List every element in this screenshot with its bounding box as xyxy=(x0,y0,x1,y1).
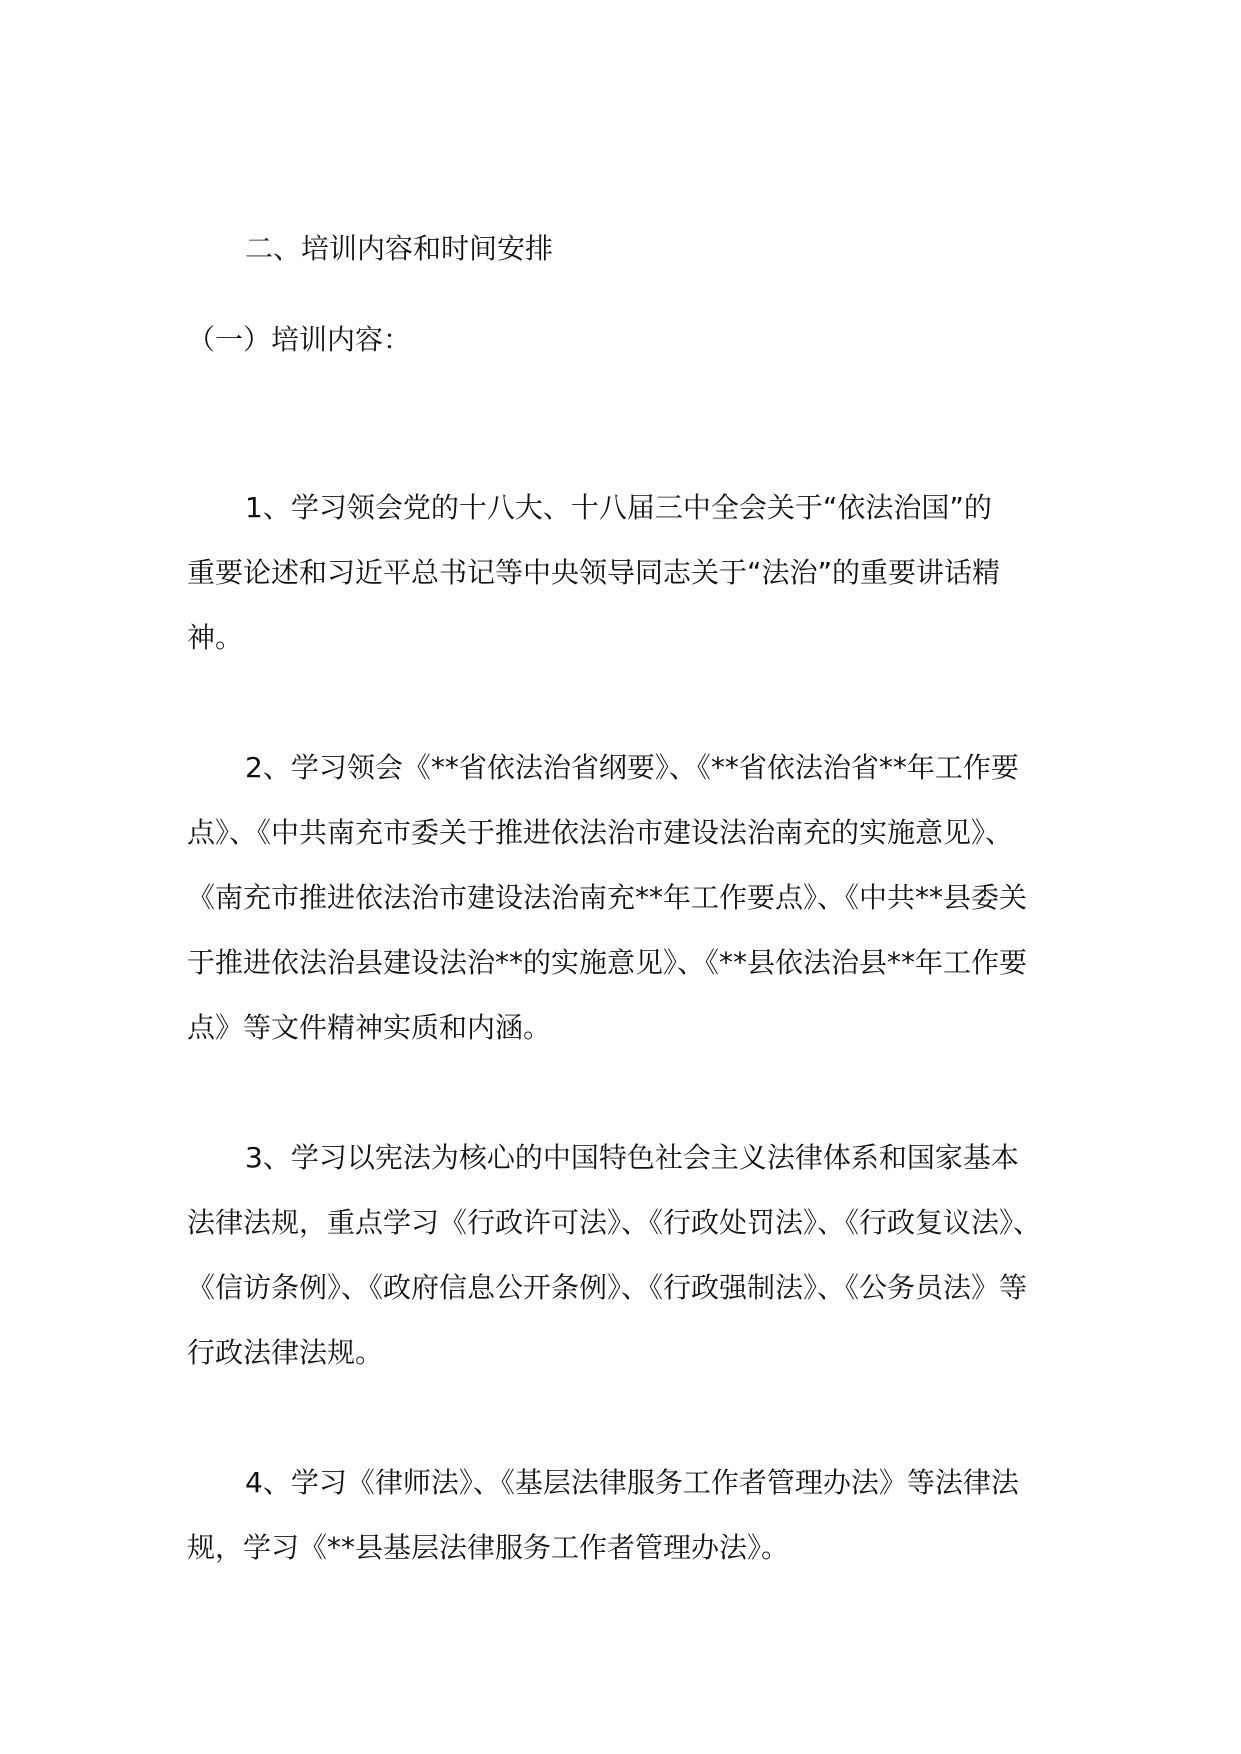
subsection-heading: （一）培训内容： xyxy=(187,323,412,356)
paragraph-line: 神。 xyxy=(187,621,244,654)
paragraph-line: 法律法规，重点学习《行政许可法》、《行政处罚法》、《行政复议法》、 xyxy=(187,1206,1042,1239)
paragraph-line: 3、学习以宪法为核心的中国特色社会主义法律体系和国家基本 xyxy=(245,1141,1019,1174)
paragraph-line: 1、学习领会党的十八大、十八届三中全会关于“依法治国”的 xyxy=(245,491,992,524)
paragraph-line: 点》等文件精神实质和内涵。 xyxy=(187,1011,552,1044)
paragraph-line: 2、学习领会《**省依法治省纲要》、《**省依法治省**年工作要 xyxy=(245,751,1019,784)
paragraph-line: 《信访条例》、《政府信息公开条例》、《行政强制法》、《公务员法》等 xyxy=(187,1271,1028,1304)
paragraph-line: 4、学习《律师法》、《基层法律服务工作者管理办法》等法律法 xyxy=(245,1466,1019,1499)
paragraph-line: 重要论述和习近平总书记等中央领导同志关于“法治”的重要讲话精 xyxy=(187,556,1001,589)
paragraph-line: 《南充市推进依法治市建设法治南充**年工作要点》、《中共**县委关 xyxy=(187,881,1028,914)
paragraph-line: 点》、《中共南充市委关于推进依法治市建设法治南充的实施意见》、 xyxy=(187,816,1014,849)
paragraph-line: 规，学习《**县基层法律服务工作者管理办法》。 xyxy=(187,1531,790,1564)
paragraph-line: 于推进依法治县建设法治**的实施意见》、《**县依法治县**年工作要 xyxy=(187,946,1028,979)
paragraph-line: 行政法律法规。 xyxy=(187,1336,384,1369)
section-heading: 二、培训内容和时间安排 xyxy=(245,232,554,265)
